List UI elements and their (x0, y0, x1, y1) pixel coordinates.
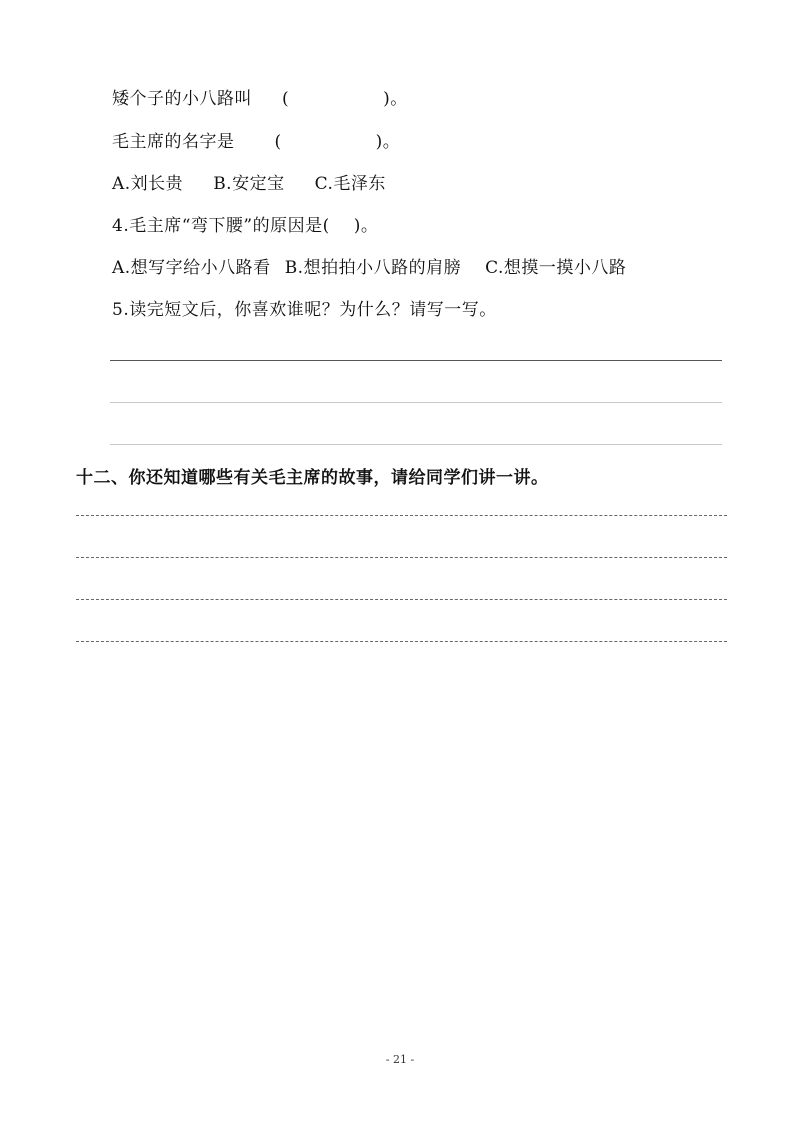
question-4 (112, 214, 378, 238)
option-a: A.刘长贵 (112, 174, 184, 194)
question-chairman-name (112, 130, 400, 154)
close-paren: )。 (353, 216, 379, 236)
option-a: A.想写字给小八路看 (112, 258, 271, 278)
option-b: B.想拍拍小八路的肩膀 (284, 258, 462, 278)
question-short-boy-name (112, 87, 408, 111)
close-paren: )。 (383, 89, 408, 109)
question-text: 5.读完短文后，你喜欢谁呢？为什么？请写一写。 (112, 300, 497, 320)
option-b: B.安定宝 (213, 174, 285, 194)
option-c: C.想摸一摸小八路 (485, 258, 627, 278)
answer-line-1[interactable] (110, 360, 722, 361)
section-12-heading (76, 466, 549, 490)
chairman-name-options (112, 172, 386, 196)
story-line-4[interactable] (76, 641, 727, 642)
question-text: 4.毛主席“弯下腰”的原因是( (112, 216, 330, 236)
answer-line-3[interactable] (110, 444, 722, 445)
story-line-2[interactable] (76, 557, 727, 558)
question-text: 矮个子的小八路叫 (112, 89, 252, 109)
page-number-text: - 21 - (385, 1053, 415, 1066)
question-4-options (112, 256, 626, 280)
question-5 (112, 298, 497, 322)
option-c: C.毛泽东 (314, 174, 386, 194)
open-paren: ( (274, 132, 282, 152)
section-heading-text: 十二、你还知道哪些有关毛主席的故事，请给同学们讲一讲。 (76, 468, 549, 488)
answer-line-2[interactable] (110, 402, 722, 403)
open-paren: ( (282, 89, 290, 109)
page-number (0, 1053, 800, 1067)
close-paren: )。 (375, 132, 401, 152)
story-line-3[interactable] (76, 599, 727, 600)
story-line-1[interactable] (76, 515, 727, 516)
question-text: 毛主席的名字是 (112, 132, 235, 152)
